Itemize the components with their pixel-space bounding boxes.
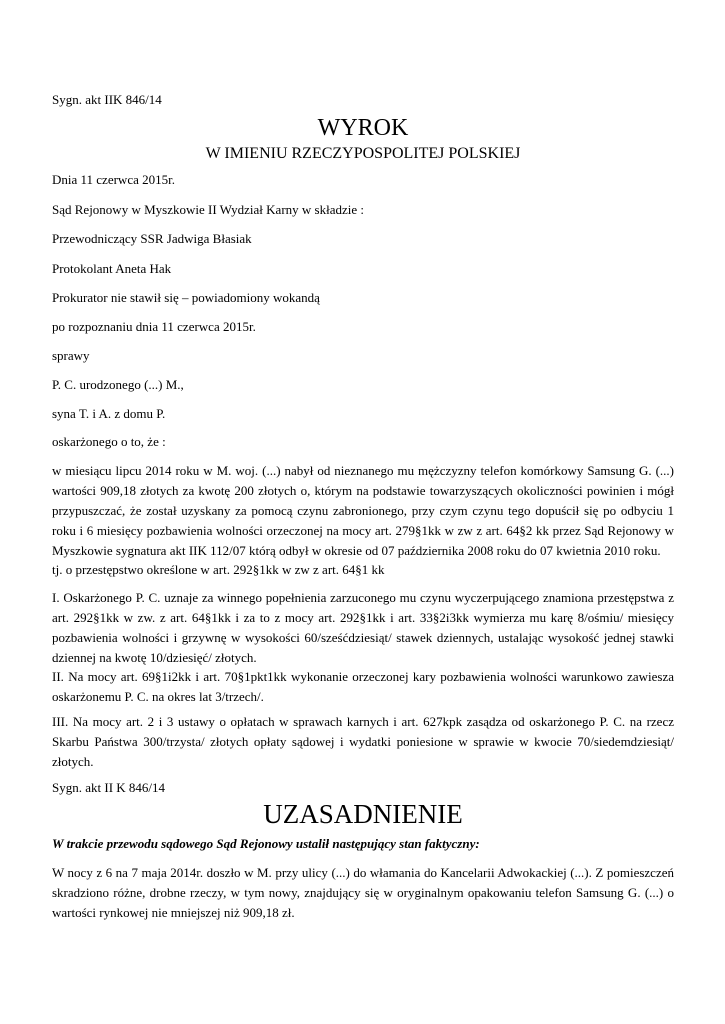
- prosecutor-line: Prokurator nie stawił się – powiadomiony wokandą: [52, 290, 320, 305]
- justification-title: UZASADNIENIE: [263, 799, 463, 829]
- court-clerk-line: Protokolant Aneta Hak: [52, 261, 172, 276]
- accused-of-line: oskarżonego o to, że :: [52, 434, 166, 449]
- verdict-title: WYROK: [317, 115, 409, 141]
- verdict-point-1: I. Oskarżonego P. C. uznaje za winnego popełnienia zarzuconego mu czynu wyczerpującego znamiona przestępstwa z art. 292§1kk w zw. z art. 64§1kk i za to z mocy art. 292§1kk i art. 33§2i3kk wymierza mu karę 8/ośmiu/ miesięcy pozbawienia wolności i grzywnę w wysokości 60/sześćdziesiąt/ stawek dziennych, ustalając wysokość jednej stawki dziennej na kwotę 10/dziesięć/ złotych.: [52, 590, 674, 665]
- verdict-subtitle: W IMIENIU RZECZYPOSPOLITEJ POLSKIEJ: [205, 145, 521, 162]
- case-label: sprawy: [52, 348, 90, 363]
- offense-qualification-line: tj. o przestępstwo określone w art. 292§1kk w zw z art. 64§1 kk: [52, 562, 385, 577]
- facts-paragraph: W nocy z 6 na 7 maja 2014r. doszło w M. przy ulicy (...) do włamania do Kancelarii Adwokackiej (...). Z pomieszczeń skradziono różne, drobne rzeczy, w tym nowy, znajdujący się w oryginalnym opakowaniu telefon Samsung G. (...) o wartości rynkowej nie mniejszej niż 909,18 zł.: [52, 865, 674, 920]
- findings-heading: W trakcie przewodu sądowego Sąd Rejonowy ustalił następujący stan faktyczny:: [52, 836, 480, 851]
- hearing-date-line: po rozpoznaniu dnia 11 czerwca 2015r.: [52, 319, 256, 334]
- defendant-parents-line: syna T. i A. z domu P.: [52, 406, 166, 421]
- verdict-point-2: II. Na mocy art. 69§1i2kk i art. 70§1pkt1kk wykonanie orzeczonej kary pozbawienia wolności warunkowo zawiesza oskarżonemu P. C. na okres lat 3/trzech/.: [52, 669, 674, 704]
- charge-paragraph: w miesiącu lipcu 2014 roku w M. woj. (...) nabył od nieznanego mu mężczyzny telefon komórkowy Samsung G. (...) wartości 909,18 złotych za kwotę 200 złotych o, którym na podstawie towarzyszących okoliczności powinien i mógł przypuszczać, że został uzyskany za pomocą czynu zabronionego, przy czym czynu tego dopuścił się po odbyciu 1 roku i 6 miesięcy pozbawienia wolności orzeczonej na mocy art. 279§1kk w zw z art. 64§2 kk przez Sąd Rejonowy w Myszkowie sygnatura akt IIK 112/07 którą odbył w okresie od 07 października 2008 roku do 07 kwietnia 2010 roku.: [52, 463, 674, 558]
- defendant-line: P. C. urodzonego (...) M.,: [52, 377, 184, 392]
- court-composition-line: Sąd Rejonowy w Myszkowie II Wydział Karny w składzie :: [52, 202, 364, 217]
- case-signature-top: Sygn. akt IIK 846/14: [52, 92, 162, 107]
- case-signature-bottom: Sygn. akt II K 846/14: [52, 780, 166, 795]
- verdict-point-3: III. Na mocy art. 2 i 3 ustawy o opłatach w sprawach karnych i art. 627kpk zasądza od oskarżonego P. C. na rzecz Skarbu Państwa 300/trzysta/ złotych opłaty sądowej i wydatki poniesione w sprawie w kwocie 70/siedemdziesiąt/ złotych.: [52, 714, 674, 769]
- presiding-judge-line: Przewodniczący SSR Jadwiga Błasiak: [52, 231, 252, 246]
- date-line: Dnia 11 czerwca 2015r.: [52, 172, 175, 187]
